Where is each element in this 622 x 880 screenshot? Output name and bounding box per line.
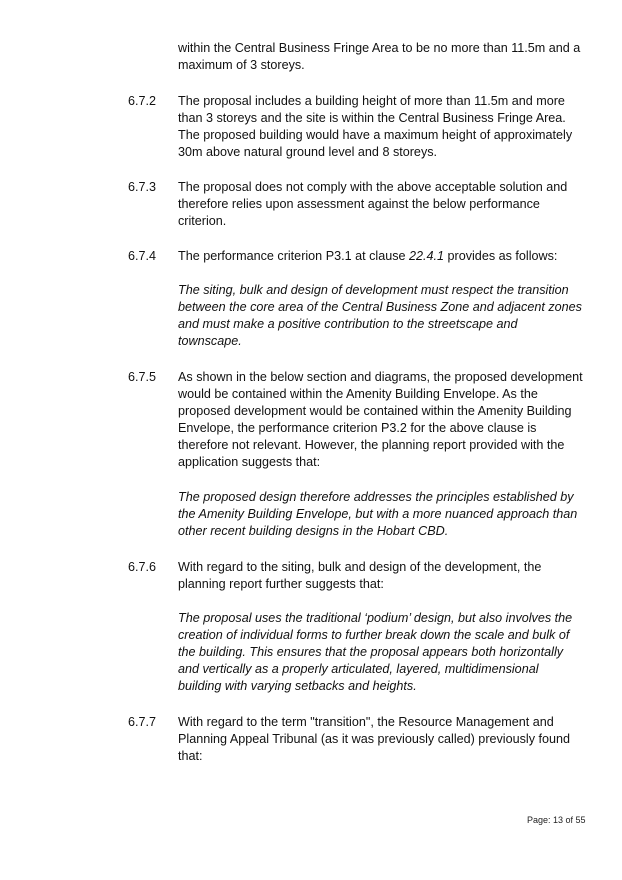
paragraph-number: 6.7.6: [128, 560, 157, 574]
clause-reference: 22.4.1: [409, 249, 445, 263]
quote-planning-report: [178, 489, 583, 540]
paragraph-text: The proposal does not comply with the above acceptable solution and therefore relies upon assessment against the below performance criterion.: [178, 180, 568, 228]
quote-text: The proposal uses the traditional ‘podium’ design, but also involves the creation of individual forms to further break down the scale and bulk of the building. This ensures that the proposal appears both horizontally and vertically as a properly articulated, layered, multidimensional building with varying setbacks and heights.: [178, 611, 573, 693]
paragraph-number: 6.7.2: [128, 94, 157, 108]
paragraph-text: With regard to the term "transition", the Resource Management and Planning Appeal Tribunal (as it was previously called) previously found that:: [178, 715, 571, 763]
paragraph-text: As shown in the below section and diagrams, the proposed development would be contained within the Amenity Building Envelope. As the proposed development would be contained within the Amenity Building Envelope, the performance criterion P3.2 for the above clause is therefore not relevant. However, the planning report provided with the application suggests that:: [178, 370, 583, 469]
quote-text: The proposed design therefore addresses the principles established by the Amenity Building Envelope, but with a more nuanced approach than other recent building designs in the Hobart CBD.: [178, 490, 578, 538]
paragraph-text-after: provides as follows:: [444, 249, 558, 263]
intro-paragraph: [178, 40, 583, 74]
quote-podium-design: [178, 610, 583, 695]
paragraph-number: 6.7.4: [128, 249, 157, 263]
page-number-footer: Page: 13 of 55: [527, 815, 586, 825]
paragraph-text: The proposal includes a building height of more than 11.5m and more than 3 storeys and the site is within the Central Business Fringe Area. The proposed building would have a maximum height of approximately 30m above natural ground level and 8 storeys.: [178, 94, 573, 159]
paragraph-text-before: The performance criterion P3.1 at clause: [178, 249, 409, 263]
paragraph-text: With regard to the siting, bulk and design of the development, the planning report further suggests that:: [178, 560, 542, 591]
quote-text: The siting, bulk and design of development must respect the transition between the core area of the Central Business Zone and adjacent zones and must make a positive contribution to the streetscape and townscape.: [178, 283, 582, 348]
quote-performance-criterion: [178, 282, 583, 350]
paragraph-number: 6.7.3: [128, 180, 157, 194]
paragraph-number: 6.7.5: [128, 370, 157, 384]
paragraph-text: [178, 248, 583, 265]
intro-text: within the Central Business Fringe Area to be no more than 11.5m and a maximum of 3 storeys.: [178, 41, 581, 72]
paragraph-number: 6.7.7: [128, 715, 157, 729]
